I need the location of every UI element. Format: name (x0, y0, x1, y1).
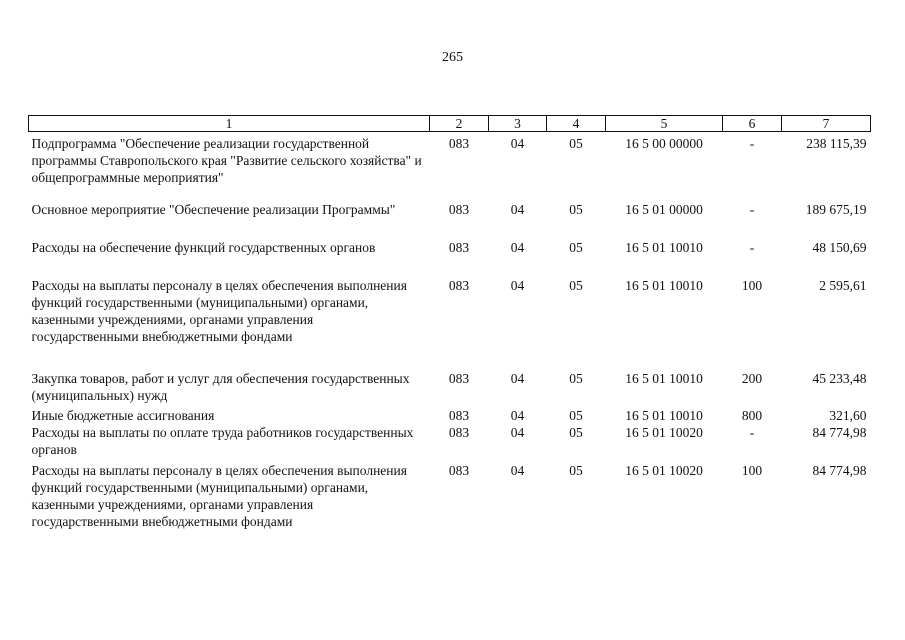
table-row (29, 201, 871, 239)
row-vr: - (749, 424, 755, 440)
table-row (29, 370, 871, 407)
row-csr: 16 5 01 10010 (625, 277, 703, 293)
row-ved: 083 (448, 201, 470, 217)
table-row (29, 132, 871, 201)
row-ved: 083 (448, 424, 470, 440)
row-name: Расходы на выплаты персоналу в целях обеспечения выполнения функций государственными (муниципальными) органами, казенными учреждениями, органами управления государственными внебюджетными фондами (31, 277, 407, 344)
row-name: Подпрограмма "Обеспечение реализации государственной программы Ставропольского края "Развитие сельского хозяйства" и общепрограммные мероприятия" (31, 136, 422, 185)
table-row (29, 424, 871, 462)
row-pr: 05 (569, 201, 583, 217)
row-rz: 04 (510, 462, 525, 478)
column-header: 4 (547, 116, 606, 132)
row-name: Закупка товаров, работ и услуг для обеспечения государственных (муниципальных) нужд (31, 370, 410, 403)
row-ved: 083 (448, 462, 470, 478)
column-header: 1 (29, 116, 430, 132)
row-sum: 238 115,39 (806, 136, 867, 151)
row-sum: 48 150,69 (812, 239, 867, 255)
row-pr: 05 (569, 407, 583, 423)
row-sum: 189 675,19 (805, 201, 867, 217)
column-header: 5 (606, 116, 723, 132)
row-pr: 05 (569, 239, 583, 255)
row-ved: 083 (448, 370, 470, 386)
row-sum: 45 233,48 (812, 370, 867, 386)
row-rz: 04 (510, 239, 525, 255)
table-row (29, 462, 871, 532)
table-row (29, 239, 871, 277)
row-csr: 16 5 01 10010 (625, 407, 703, 423)
page-number: 265 (442, 50, 463, 65)
column-header: 7 (782, 116, 871, 132)
row-csr: 16 5 01 10020 (625, 424, 703, 440)
row-csr: 16 5 01 10010 (625, 239, 703, 255)
row-csr: 16 5 01 00000 (625, 201, 703, 217)
row-sum: 2 595,61 (819, 277, 867, 293)
row-ved: 083 (448, 277, 470, 293)
row-rz: 04 (510, 407, 525, 423)
row-ved: 083 (448, 136, 470, 151)
row-rz: 04 (510, 277, 525, 293)
row-name: Основное мероприятие "Обеспечение реализации Программы" (31, 201, 396, 217)
column-header: 2 (430, 116, 489, 132)
row-sum: 84 774,98 (812, 462, 867, 478)
row-pr: 05 (569, 370, 583, 386)
row-vr: - (749, 201, 755, 217)
row-name: Иные бюджетные ассигнования (31, 407, 215, 423)
row-csr: 16 5 01 10020 (625, 462, 703, 478)
column-header: 3 (489, 116, 547, 132)
table-row (29, 277, 871, 370)
row-csr: 16 5 00 00000 (625, 136, 703, 151)
row-name: Расходы на выплаты по оплате труда работников государственных органов (31, 424, 414, 457)
row-vr: 800 (741, 407, 763, 423)
row-rz: 04 (510, 370, 525, 386)
column-header: 6 (723, 116, 782, 132)
row-vr: 200 (741, 370, 763, 386)
row-pr: 05 (569, 136, 583, 151)
row-vr: 100 (741, 277, 763, 293)
row-ved: 083 (448, 239, 470, 255)
row-rz: 04 (510, 136, 525, 151)
row-vr: - (749, 239, 755, 255)
row-sum: 321,60 (829, 407, 867, 423)
row-pr: 05 (569, 462, 583, 478)
row-rz: 04 (510, 201, 525, 217)
row-name: Расходы на обеспечение функций государственных органов (31, 239, 376, 255)
row-rz: 04 (510, 424, 525, 440)
row-pr: 05 (569, 277, 583, 293)
row-vr: 100 (741, 462, 763, 478)
row-sum: 84 774,98 (812, 424, 867, 440)
row-vr: - (749, 136, 755, 151)
row-ved: 083 (448, 407, 470, 423)
row-pr: 05 (569, 424, 583, 440)
budget-table (28, 115, 871, 532)
row-name: Расходы на выплаты персоналу в целях обеспечения выполнения функций государственными (муниципальными) органами, казенными учреждениями, органами управления государственными внебюджетными фондами (31, 462, 407, 529)
table-row (29, 407, 871, 424)
table-header-row (29, 116, 871, 132)
row-csr: 16 5 01 10010 (625, 370, 703, 386)
